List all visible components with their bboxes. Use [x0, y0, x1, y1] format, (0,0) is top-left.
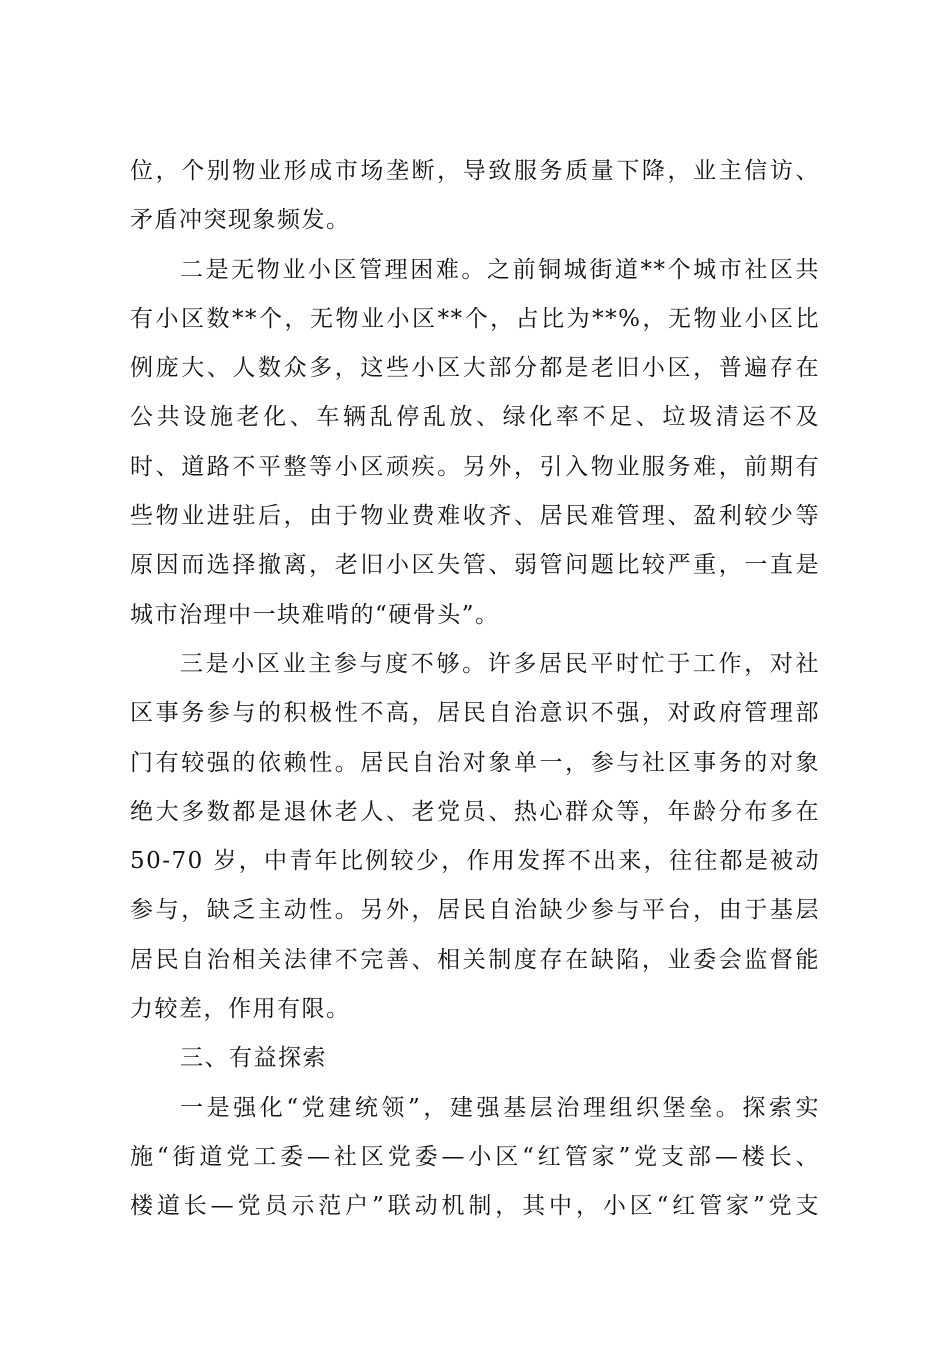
paragraph-2-line-4: 公共设施老化、车辆乱停乱放、绿化率不足、垃圾清运不及 — [130, 404, 820, 431]
paragraph-3-line-1: 三是小区业主参与度不够。许多居民平时忙于工作，对社 — [180, 650, 820, 677]
paragraph-4-line-1: 一是强化“党建统领”，建强基层治理组织堡垒。探索实 — [180, 1094, 820, 1121]
paragraph-1-line-1: 位，个别物业形成市场垄断，导致服务质量下降，业主信访、 — [130, 158, 820, 184]
paragraph-2-line-8: 城市治理中一块难啃的“硬骨头”。 — [130, 601, 500, 628]
paragraph-3-line-8: 力较差，作用有限。 — [130, 996, 351, 1023]
paragraph-2-line-5: 时、道路不平整等小区顽疾。另外，引入物业服务难，前期有 — [130, 453, 820, 480]
paragraph-4-line-2: 施“街道党工委—社区党委—小区“红管家”党支部—楼长、 — [130, 1143, 820, 1170]
paragraph-3-line-6: 参与，缺乏主动性。另外，居民自治缺少参与平台，由于基层 — [130, 897, 820, 924]
paragraph-3-line-3: 门有较强的依赖性。居民自治对象单一，参与社区事务的对象 — [130, 749, 820, 776]
paragraph-2-line-1: 二是无物业小区管理困难。之前铜城街道**个城市社区共 — [180, 256, 820, 283]
paragraph-3-line-2: 区事务参与的积极性不高，居民自治意识不强，对政府管理部 — [130, 700, 820, 727]
paragraph-2-line-7: 原因而选择撤离，老旧小区失管、弱管问题比较严重，一直是 — [130, 552, 820, 579]
paragraph-4-line-3: 楼道长—党员示范户”联动机制，其中，小区“红管家”党支 — [130, 1193, 820, 1220]
paragraph-2-line-2: 有小区数**个，无物业小区**个，占比为**%，无物业小区比 — [130, 305, 820, 332]
paragraph-3-line-4: 绝大多数都是退休老人、老党员、热心群众等，年龄分布多在 — [130, 798, 820, 825]
document-body — [130, 147, 820, 1232]
paragraph-3-line-5: 50-70 岁，中青年比例较少，作用发挥不出来，往往都是被动 — [130, 848, 820, 875]
paragraph-2-line-3: 例庞大、人数众多，这些小区大部分都是老旧小区，普遍存在 — [130, 355, 820, 382]
section-heading: 三、有益探索 — [180, 1045, 327, 1072]
paragraph-3-line-7: 居民自治相关法律不完善、相关制度存在缺陷，业委会监督能 — [130, 946, 820, 973]
paragraph-1-line-2: 矛盾冲突现象频发。 — [130, 207, 351, 234]
paragraph-2-line-6: 些物业进驻后，由于物业费难收齐、居民难管理、盈利较少等 — [130, 503, 820, 530]
